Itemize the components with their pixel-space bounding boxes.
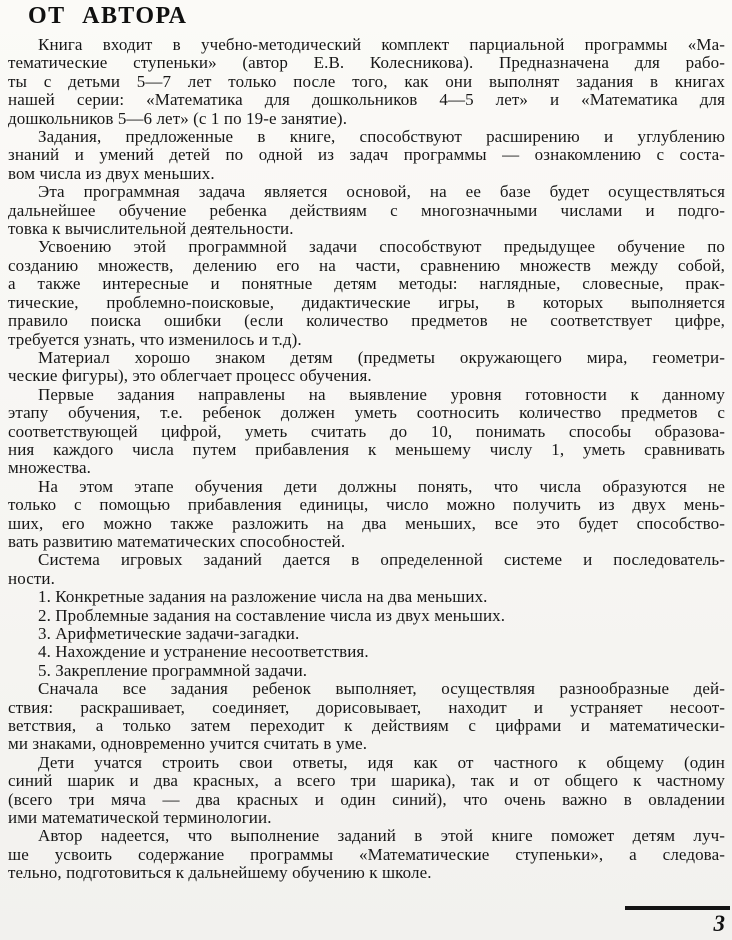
- text-line: Система игровых заданий дается в определенной системе и последователь-: [38, 550, 725, 570]
- text-line: этапу обучения, т.е. ребенок должен уметь соотносить количество предметов с: [8, 403, 725, 423]
- text-line: вом числа из двух меньших.: [8, 163, 215, 183]
- text-line: Материал хорошо знаком детям (предметы окружающего мира, геометри-: [38, 347, 725, 367]
- text-line: дошкольников 5—6 лет» (с 1 по 19-е занятие).: [8, 108, 348, 128]
- text-line: Дети учатся строить свои ответы, идя как от частного к общему (один: [38, 752, 725, 772]
- text-line: ния каждого числа путем прибавления к меньшему числу 1, уметь сравнивать: [8, 439, 725, 459]
- text-line: ветствия, а только затем переходит к действиям с цифрами и математически-: [8, 716, 725, 736]
- text-line: Задания, предложенные в книге, способствуют расширению и углублению: [38, 127, 725, 147]
- page-body: [8, 36, 725, 883]
- text-line: тические, проблемно-поисковые, дидактические игры, в которых выполняется: [8, 292, 725, 312]
- page-number: 3: [713, 911, 725, 936]
- text-line: Сначала все задания ребенок выполняет, осуществляя разнообразные дей-: [38, 679, 725, 699]
- text-line: ческие фигуры), это облегчает процесс обучения.: [8, 366, 372, 386]
- list-item: 2. Проблемные задания на составление числа из двух меньших.: [38, 605, 506, 625]
- text-line: ности.: [8, 568, 55, 588]
- footer-rule: [625, 906, 730, 910]
- text-line: На этом этапе обучения дети должны понять, что числа образуются не: [38, 476, 725, 496]
- text-line: ми знаками, одновременно учится считать в уме.: [8, 734, 368, 754]
- text-line: тельно, подготовиться к дальнейшему обучению к школе.: [8, 863, 432, 883]
- text-line: (всего три мяча — два красных и один синий), что очень важно в овладении: [8, 789, 725, 809]
- text-line: знаний и умений детей по одной из задач программы — ознакомлению с соста-: [8, 145, 725, 165]
- text-line: а также интересные и понятные детям методы: наглядные, словесные, прак-: [8, 274, 725, 294]
- text-line: ших, его можно также разложить на два меньших, все это будет способство-: [8, 513, 725, 533]
- text-line: множества.: [8, 458, 91, 478]
- text-line: Эта программная задача является основой, на ее базе будет осуществляться: [38, 182, 725, 202]
- text-line: соответствующей цифрой, уметь считать до 10, понимать способы образова-: [8, 421, 725, 441]
- text-line: Книга входит в учебно-методический комплект парциальной программы «Ма-: [38, 35, 725, 54]
- text-line: Первые задания направлены на выявление уровня готовности к данному: [38, 384, 725, 404]
- text-line: только с помощью прибавления единицы, число можно получить из двух мень-: [8, 495, 725, 515]
- list-item: 3. Арифметические задачи-загадки.: [38, 624, 300, 643]
- text-line: ими математической терминологии.: [8, 808, 272, 828]
- text-line: Усвоению этой программной задачи способствуют предыдущее обучение по: [38, 237, 725, 257]
- list-item: 4. Нахождение и устранение несоответствия.: [38, 642, 369, 662]
- text-line: требуется узнать, что изменилось и т.д).: [8, 329, 302, 349]
- text-line: вать развитию математических способностей.: [8, 531, 346, 551]
- text-line: созданию множеств, делению его на части, сравнению множеств между собой,: [8, 255, 725, 275]
- text-line: Автор надеется, что выполнение заданий в этой книге поможет детям луч-: [38, 826, 725, 846]
- text-line: синий шарик и два красных, а всего три шарика), так и от общего к частному: [8, 771, 725, 791]
- page-title: ОТ АВТОРА: [28, 3, 188, 29]
- text-line: правило поиска ошибки (если количество предметов не соответствует цифре,: [8, 311, 725, 331]
- text-line: ствия: раскрашивает, соединяет, дорисовывает, находит и устраняет несоот-: [8, 697, 725, 717]
- text-line: ты с детьми 5—7 лет только после того, как они выполнят задания в книгах: [8, 71, 725, 91]
- text-line: дальнейшее обучение ребенка действиям с многозначными числами и подго-: [8, 200, 725, 220]
- list-item: 1. Конкретные задания на разложение числа на два меньших.: [38, 587, 488, 607]
- text-line: тематические ступеньки» (автор Е.В. Колесникова). Предназначена для рабо-: [8, 53, 725, 73]
- text-line: ше усвоить содержание программы «Математические ступеньки», а следова-: [8, 844, 725, 864]
- text-line: нашей серии: «Математика для дошкольников 4—5 лет» и «Математика для: [8, 90, 725, 110]
- text-line: товка к вычислительной деятельности.: [8, 219, 294, 239]
- list-item: 5. Закрепление программной задачи.: [38, 660, 308, 680]
